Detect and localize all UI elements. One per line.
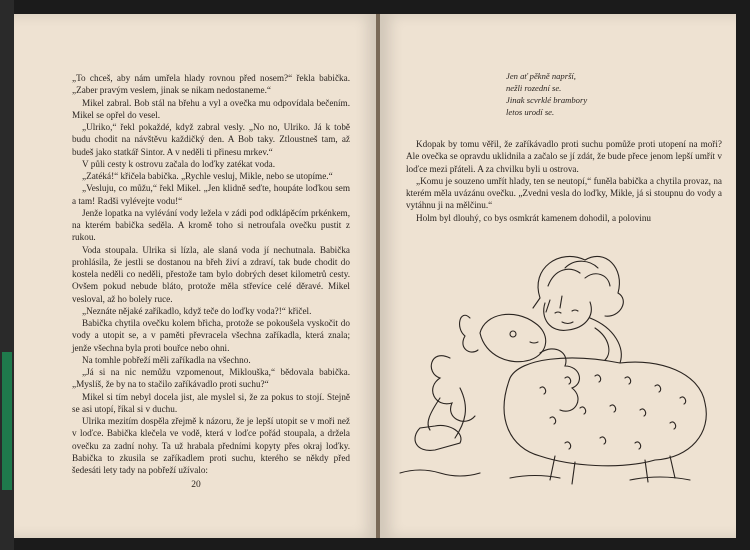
poem-line: letos urodí se. xyxy=(506,107,555,117)
sheep-head xyxy=(480,314,546,361)
paragraph: Na tomhle pobřeží měli zaříkadla na všechno. xyxy=(82,354,251,365)
poem-line: nežli rozední se. xyxy=(506,83,562,93)
paragraph: Ulrika mezitím dospěla zřejmě k názoru, že je lepší utopit se v moři než v loďce. Babička klečela ve vodě, která v loďce pořád stoupala, a držela ovečku za zadní nohy. Ta už hrabala předními kopyty přes okraj loďky. Babička to zkusila se zaříkadlem proti suchu, kterého se někdy před šedesáti lety tady na pobřeží užívalo: xyxy=(72,416,350,475)
paragraph: V půli cesty k ostrovu začala do loďky zatékat voda. xyxy=(82,158,276,169)
right-page xyxy=(380,14,736,538)
paragraph: Mikel si tím nebyl docela jist, ale myslel si, že za pokus to stojí. Stejně se asi utopí, říkal si v duchu. xyxy=(72,391,350,414)
paragraph: „Ulriko,“ řekl pokaždé, když zabral vesly. „No no, Ulriko. Já k tobě budu chodit na návštěvu každičký den. A Bob taky. Ztloustneš tam, až budeš jako statkář Sintor. A v neděli ti přinesu mrkev.“ xyxy=(72,122,350,157)
cover-green-band xyxy=(2,352,12,490)
paragraph: „Já si na nic nemůžu vzpomenout, Miklouška,“ bědovala babička. „Myslíš, že by na to stačilo zaříkávadlo proti suchu?“ xyxy=(72,367,350,390)
paragraph: „Komu je souzeno umřít hlady, ten se neutopí,“ funěla babička a chytila provaz, na kterém měla uvázánu ovečku. „Zvedni vesla do loďky, Mikle, já si stoupnu do vody a vytáhnu ji na mělčinu.“ xyxy=(406,175,722,211)
paragraph: Babička chytila ovečku kolem břicha, protože se pokoušela vyskočit do vody a utopit se, a v paměti převracela všechna zaříkadla, která znala; jenže všechna byla proti bouřce nebo ohni. xyxy=(72,318,350,353)
paragraph: „To chceš, aby nám umřela hlady rovnou před nosem?“ řekla babička. „Zaber pravým veslem, jinak se nikam nedostaneme.“ xyxy=(72,73,350,96)
paragraph: Holm byl dlouhý, co bys osmkrát kamenem dohodil, a polovinu xyxy=(416,212,652,223)
paragraph: Jenže lopatka na vylévání vody ležela v zádi pod odklápěcím prkénkem, na kterém babička seděla. A kromě toho si netroufala ovečku pustit z rukou. xyxy=(72,207,350,243)
paragraph: Kdopak by tomu věřil, že zaříkávadlo proti suchu pomůže proti utopení na moři? Ale ovečka se opravdu uklidnila a začalo se jí zdát, že bude přece jenom lepší umřít v loďce mezi přáteli. A za chvilku byli u ostrova. xyxy=(406,139,722,174)
left-page xyxy=(14,14,378,538)
paragraph: „Zatéká!“ křičela babička. „Rychle vesluj, Mikle, nebo se utopíme.“ xyxy=(82,171,333,181)
sheep-and-boy-illustration xyxy=(390,238,730,488)
paragraph: Voda stoupala. Ulrika si lízla, ale slaná voda jí nechutnala. Babička prohlásila, že jestli se dostanou na břeh živí a zdraví, tak bude chodit do kostela neděli co neděli, přestože tam bylo dobrých deset kilometrů cesty. Ovšem pokud nebude bláto, protože měla střevíce celé děravé. Mikel vesloval, až ho bolely ruce. xyxy=(72,244,350,304)
boy-hair xyxy=(538,256,623,316)
left-page-text xyxy=(72,72,350,476)
boy-face xyxy=(544,302,592,330)
paragraph: „Vesluju, co můžu,“ řekl Mikel. „Jen klidně seďte, houpáte loďkou sem a tam! Radši vylévejte vodu!“ xyxy=(72,183,350,206)
sheep-body xyxy=(504,358,706,466)
page-number: 20 xyxy=(191,480,201,490)
right-page-text xyxy=(406,138,722,224)
poem-line: Jen ať pěkně naprší, xyxy=(506,71,576,81)
paragraph: Mikel zabral. Bob stál na břehu a vyl a ovečka mu odpovídala bečením. Mikel se opřel do vesel. xyxy=(72,97,350,120)
poem-line: Jinak scvrklé brambory xyxy=(506,95,588,105)
poem xyxy=(506,70,587,118)
paragraph: „Neznáte nějaké zaříkadlo, když teče do loďky voda?!“ křičel. xyxy=(82,305,312,316)
